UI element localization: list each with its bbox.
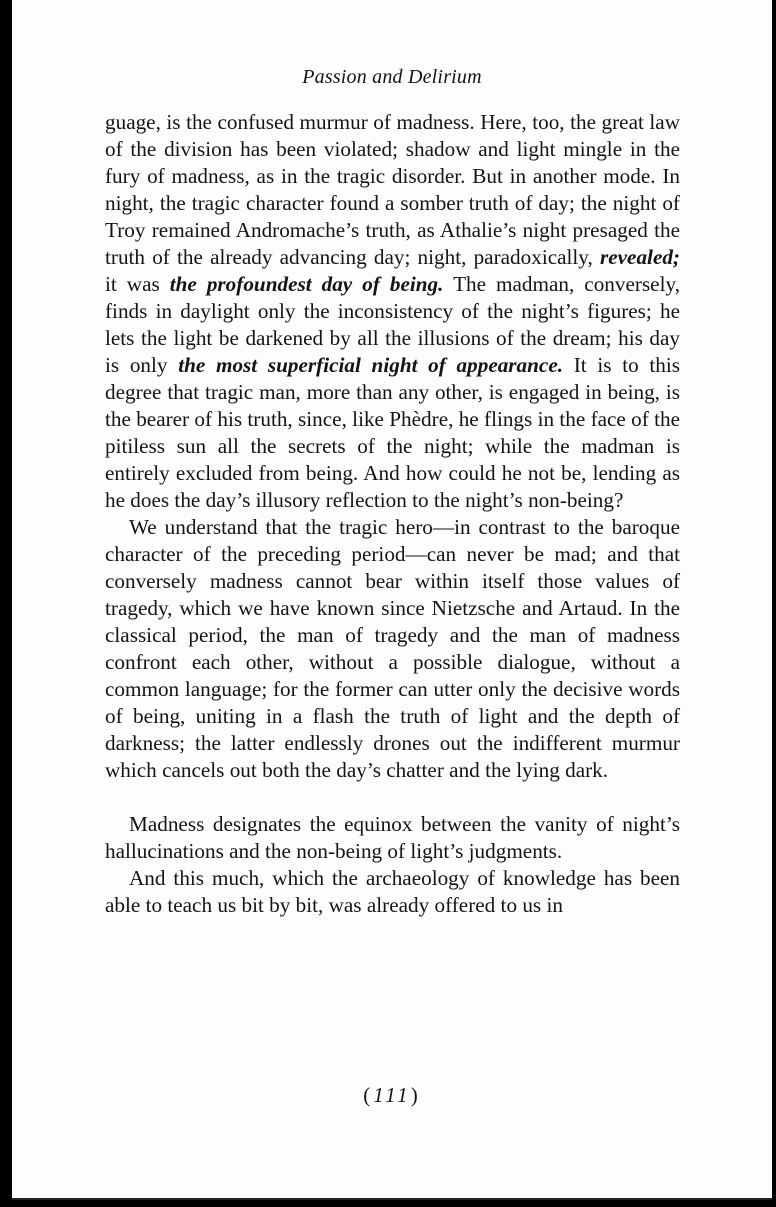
- book-page: [12, 0, 772, 1200]
- paragraph-1: [105, 109, 680, 514]
- paren-close: ): [410, 1083, 421, 1107]
- page-number-value: 111: [373, 1083, 411, 1107]
- text-run: It is to this degree that tragic man, more than any other, is engaged in being, is the bearer of his truth, since, like Phèdre, he flings in the face of the pitiless sun all the secrets of the night; while the madman is entirely excluded from being. And how could he not be, lending as he does the day’s illusory reflection to the night’s non-being?: [105, 353, 680, 512]
- page-number: [12, 1083, 772, 1108]
- paragraph-4: And this much, which the archaeology of knowledge has been able to teach us bit by bit, was already offered to us in: [105, 866, 680, 917]
- page-bottom-edge: [12, 1198, 772, 1200]
- text-run: it was: [105, 272, 170, 296]
- emphasis-profoundest-day: the profoundest day of being.: [169, 272, 444, 296]
- paren-open: (: [363, 1083, 374, 1107]
- body-text: [105, 109, 680, 919]
- text-run: The madman, conversely, finds in daylight only the inconsistency of the night’s figures; he lets the light be darkened by all the illusions of the dream; his day is only: [105, 272, 680, 377]
- emphasis-superficial-night: the most superficial night of appearance.: [178, 353, 564, 377]
- emphasis-revealed: revealed;: [600, 245, 680, 269]
- text-run: guage, is the confused murmur of madness. Here, too, the great law of the division has been violated; shadow and light mingle in the fury of madness, as in the tragic disorder. But in another mode. In night, the tragic character found a somber truth of day; the night of Troy remained Andromache’s truth, as Athalie’s night presaged the truth of the already advancing day; night, paradoxically,: [105, 110, 680, 269]
- running-header: Passion and Delirium: [302, 66, 482, 88]
- paragraph-3: Madness designates the equinox between the vanity of night’s hallucinations and the non-being of light’s judgments.: [105, 812, 680, 863]
- paragraph-2: We understand that the tragic hero—in contrast to the baroque character of the preceding period—can never be mad; and that conversely madness cannot bear within itself those values of tragedy, which we have known since Nietzsche and Artaud. In the classical period, the man of tragedy and the man of madness confront each other, without a possible dialogue, without a common language; for the former can utter only the decisive words of being, uniting in a flash the truth of light and the depth of darkness; the latter endlessly drones out the indifferent murmur which cancels out both the day’s chatter and the lying dark.: [105, 515, 680, 782]
